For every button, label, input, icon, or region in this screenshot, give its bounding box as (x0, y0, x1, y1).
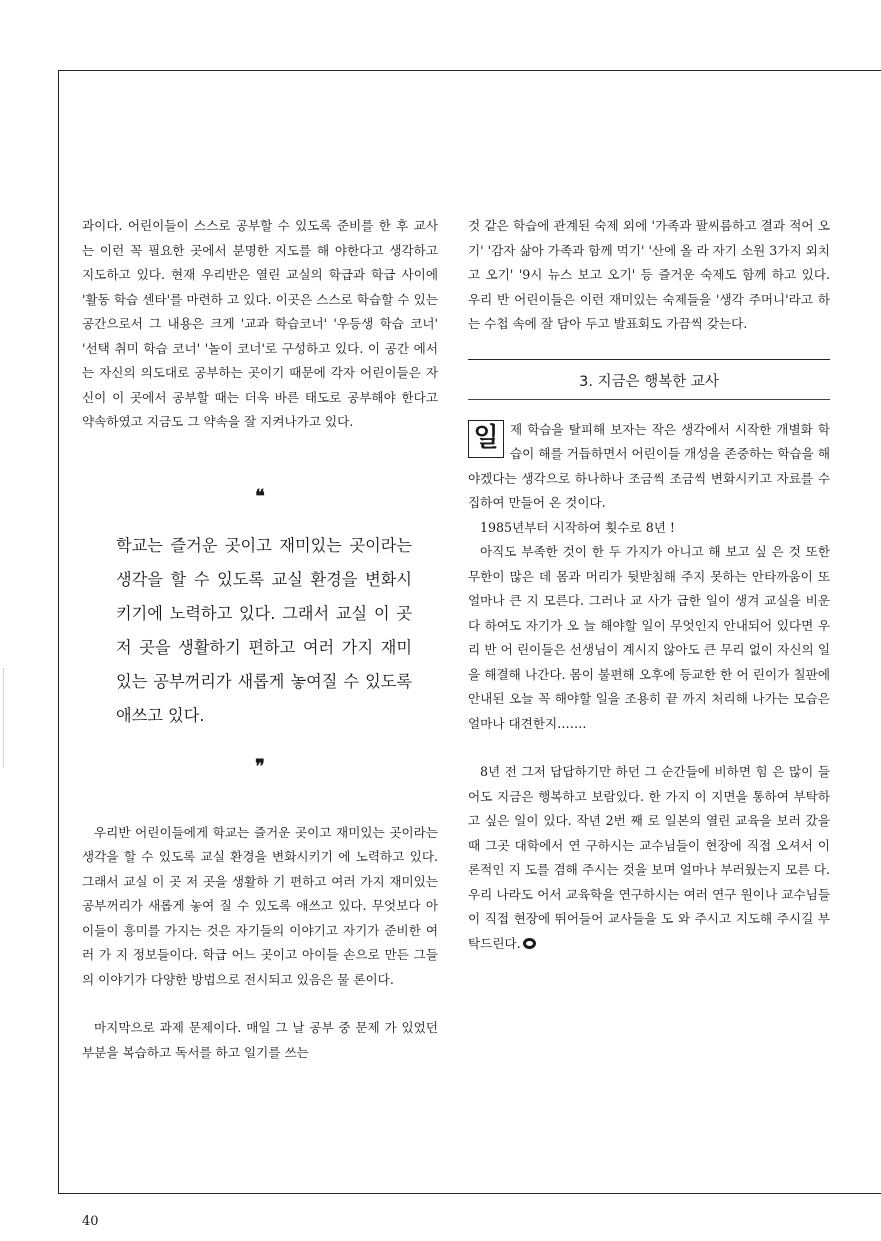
end-mark-logo-icon (523, 938, 536, 949)
left-column (82, 214, 438, 1065)
pullquote-text: 학교는 즐거운 곳이고 재미있는 곳이라는 생각을 할 수 있도록 교실 환경을 변화시키기에 노력하고 있다. 그래서 교실 이 곳 저 곳을 생활하기 편하고 여러 가지 재미있는 공부꺼리가 새롭게 놓여질 수 있도록 애쓰고 있다. (116, 535, 412, 725)
quote-open-mark: ❝ (255, 485, 265, 507)
section-heading: 3. 지금은 행복한 교사 (579, 373, 719, 390)
right-paragraph-5-text: 8년 전 그저 답답하기만 하던 그 순간들에 비하면 힘 은 많이 들어도 지금은 행복하고 보람있다. 한 가지 이 지면을 통하여 부탁하고 싶은 일이 있다. 작년 2번 째 로 일본의 열린 교육을 보러 갔을 때 그곳 대학에서 연 구하시는 교수님들이 현장에 직접 오셔서 이론적인 지 도를 겸해 주시는 것을 보며 얼마나 부러웠는지 모른 다. 우리 나라도 어서 교육학을 연구하시는 여러 연구 원이나 교수님들이 직접 현장에 뛰어들어 교사들을 도 와 주시고 지도해 주시길 부탁드린다. (468, 764, 830, 951)
page-number: 40 (82, 1214, 99, 1229)
heading-rule-bottom (468, 399, 830, 400)
right-paragraph-3: 1985년부터 시작하여 횟수로 8년 ! (480, 519, 675, 535)
right-paragraph-4: 아직도 부족한 것이 한 두 가지가 아니고 해 보고 싶 은 것 또한 무한이 많은 데 몸과 머리가 뒷받침해 주지 못하는 안타까움이 또 얼마나 큰 지 모른다. 그러나 교 사가 급한 일이 생겨 교실을 비운다 하여도 자기가 오 늘 해야할 일이 무엇인지 안내되어 있다면 우리 반 어 린이들은 선생님이 계시지 않아도 큰 무리 없이 자신의 일을 해결해 나간다. 몸이 불편해 오후에 등교한 한 어 린이가 칠판에 안내된 오늘 꼭 해야할 일을 조용히 끝 까지 처리해 나가는 모습은 얼마나 대견한지……. (468, 544, 830, 731)
right-paragraph-2: 제 학습을 탈피해 보자는 작은 생각에서 시작한 개별화 학습이 해를 거듭하면서 어린이들 개성을 존중하는 학습을 해야겠다는 생각으로 하나하나 조금씩 조금씩 변화시키고 자료를 수집하여 만들어 온 것이다. (468, 421, 830, 510)
right-paragraph-5 (468, 760, 830, 956)
section-body (468, 418, 830, 957)
left-paragraph-2: 우리반 어린이들에게 학교는 즐거운 곳이고 재미있는 곳이라는 생각을 할 수 있도록 교실 환경을 변화시키기 에 노력하고 있다. 그래서 교실 이 곳 저 곳을 생활하 기 편하고 여러 가지 재미있는 공부꺼리가 새롭게 놓여 질 수 있도록 애쓰고 있다. 무엇보다 아이들이 흥미를 가지는 것은 자기들의 이야기고 자기가 준비한 여러 가 지 정보들이다. 학급 어느 곳이고 아이들 손으로 만든 그들의 이야기가 다양한 방법으로 전시되고 있음은 물 론이다. (82, 824, 438, 987)
right-paragraph-1: 것 같은 학습에 관계된 숙제 외에 '가족과 팔씨름하고 결과 적어 오기' '감자 삶아 가족과 함께 먹기' '산에 올 라 자기 소원 3가지 외치고 오기' '9시 뉴스 보고 오기' 등 즐거운 숙제도 함께 하고 있다. 우리 반 어린이들은 이런 재미있는 숙제들을 '생각 주머니'라고 하는 수첩 속에 잘 담아 두고 발표회도 가끔씩 갖는다. (468, 218, 830, 331)
left-paragraph-1: 과이다. 어린이들이 스스로 공부할 수 있도록 준비를 한 후 교사는 이런 꼭 필요한 곳에서 분명한 지도를 해 야한다고 생각하고 지도하고 있다. 현재 우리반은 열린 교실의 학급과 학급 사이에 '활동 학습 센타'를 마련하 고 있다. 이곳은 스스로 학습할 수 있는 공간으로서 그 내용은 크게 '교과 학습코너' '우등생 학습 코너' '선택 취미 학습 코너' '놀이 코너'로 구성하고 있다. 이 공간 에서는 자신의 의도대로 공부하는 곳이기 때문에 각자 어린이들은 자신이 이 곳에서 공부할 때는 더욱 바른 태도로 공부해야 한다고 약속하였고 지금도 그 약속을 잘 지켜나가고 있다. (82, 218, 438, 429)
quote-close-mark: ❞ (255, 755, 265, 777)
margin-dots (3, 668, 6, 768)
dropcap-letter: 일 (468, 420, 504, 458)
left-paragraph-3: 마지막으로 과제 문제이다. 매일 그 날 공부 중 문제 가 있었던 부분을 복습하고 독서를 하고 일기를 쓰는 (82, 1020, 438, 1060)
right-column (468, 214, 830, 956)
